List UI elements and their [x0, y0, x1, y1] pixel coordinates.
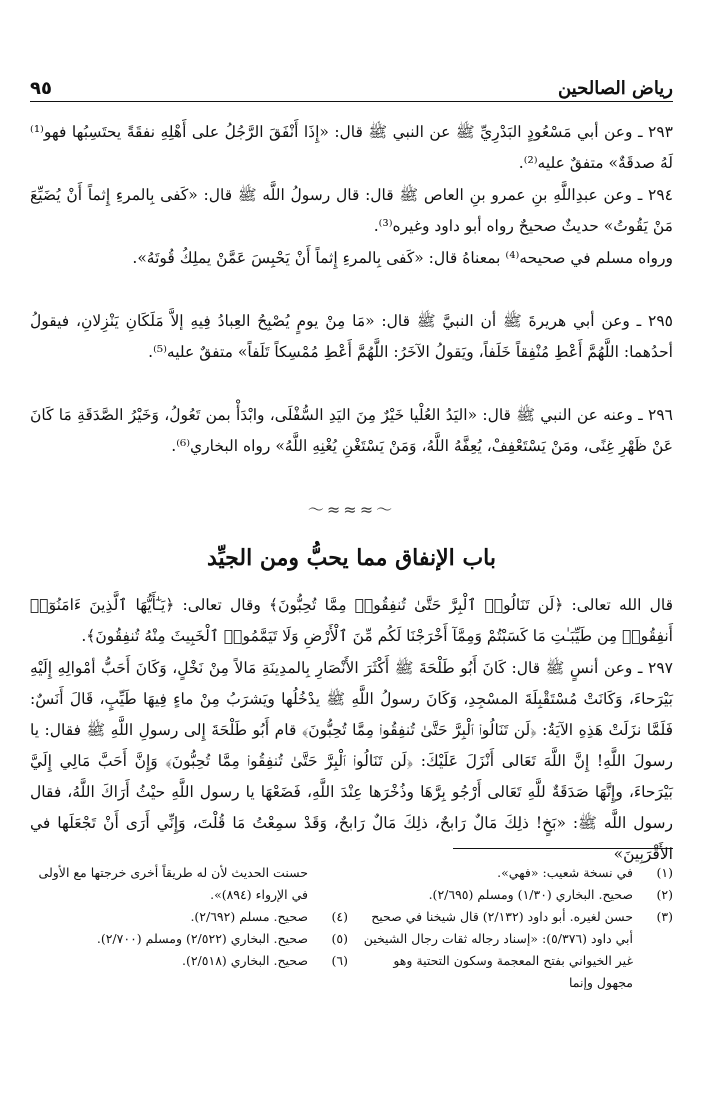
- footnote-number: (١): [656, 865, 673, 880]
- footnote: [30, 906, 348, 928]
- footnote-number: (٦): [331, 953, 348, 968]
- footnote-number: (٤): [331, 909, 348, 924]
- section-ornament: ～≈≈≈～: [307, 500, 396, 519]
- footnote-number: (٣): [656, 909, 673, 924]
- book-title: رياض الصالحين: [557, 78, 673, 99]
- paragraph-text: ٢٩٣ ـ وعن أبي مَسْعُودٍ البَدْرِيِّ ﷺ عن النبي ﷺ قال: «إِذَا أَنْفَقَ الرَّجُلُ على أَهْلِهِ نفقَةً يحتَسِبُها فهو⁽¹⁾ لَهُ صدقَةٌ» متفقٌ عليه⁽²⁾.: [30, 123, 673, 172]
- footnote: [355, 884, 673, 906]
- paragraph-text: ٢٩٧ ـ وعن أنسٍ ﷺ قال: كَانَ أَبُو طَلْحَةَ ﷺ أَكْثَرَ الأَنْصَارِ بِالمدِينَةِ مَالاً مِنْ نَخْلٍ، وَكَانَ أَحَبُّ أمْوالِهِ إِلَيْهِ بَيْرَحاءَ، وَكَانَتْ مُسْتَقْبِلَةَ المسْجِدِ، وَكَانَ رسولُ اللَّهِ ﷺ يدْخُلُها ويَشرَبُ مِنْ ماءٍ فِيهَا طَيِّبٍ، قَالَ أَنَسٌ: فَلَمَّا نزَلَتْ هَذِهِ الآيَةُ: ﴿لَن تَنَالُوا۟ ٱلْبِرَّ حَتَّىٰ تُنفِقُوا۟ مِمَّا تُحِبُّونَ﴾ قام أَبُو طَلْحَةَ إِلى رسولِ اللَّهِ ﷺ فقال: يا رسولَ اللَّهِ! إِنَّ اللَّهَ تَعَالى أَنْزَلَ عَلَيْكَ: ﴿لَن تَنَالُوا۟ ٱلْبِرَّ حَتَّىٰ تُنفِقُوا۟ مِمَّا تُحِبُّونَ﴾ وَإِنَّ أَحَبَّ مَالِي إِلَيَّ بَيْرَحاءَ، وإِنَّهَا صَدَقَةٌ للَّهِ تَعَالى أَرْجُو بِرَّهَا وذُخْرَها عِنْدَ اللَّهِ، فَضَعْهَا يا رسول اللَّهِ حيْثُ أَرَاكَ اللَّهُ، فقال رسول اللَّه ﷺ: «بَخٍ! ذلِكَ مَالٌ رَابحٌ، ذلِكَ مَالٌ رَابحٌ، وَقَدْ سمِعْتُ مَا قُلْتَ، وَإِنِّي أَرَى أَنْ تَجْعَلَها في الأَقْرَبِينَ»: [30, 659, 673, 863]
- footnote-rule: [453, 848, 673, 849]
- footnote-text: صحيح. البخاري (١/٣٠) ومسلم (٢/٦٩٥).: [428, 887, 633, 902]
- footnote: [355, 862, 673, 884]
- footnote-text: صحيح. البخاري (٢/٥١٨).: [181, 953, 308, 968]
- hadith-296: [30, 400, 673, 462]
- footnote-number: (٥): [331, 931, 348, 946]
- footnote-number: (٢): [656, 887, 673, 902]
- footnote: [355, 906, 673, 994]
- footnote-number: [308, 862, 348, 906]
- hadith-295: [30, 306, 673, 368]
- hadith-293: [30, 117, 673, 179]
- page-header: [30, 78, 673, 102]
- quran-verses: [30, 590, 673, 652]
- paragraph-text: ٢٩٤ ـ وعن عبدِاللَّهِ بنِ عمرو بنِ العاص ﷺ قال: قال رسولُ اللَّه ﷺ قال: «كَفى بِالمرءِ إِثماً أَنْ يُضَيِّعَ مَنْ يَقُوتُ» حديثٌ صحيحٌ رواه أبو داود وغيره⁽³⁾.: [30, 186, 673, 235]
- footnote-text: صحيح. البخاري (٢/٥٢٢) ومسلم (٢/٧٠٠).: [96, 931, 308, 946]
- paragraph-text: ٢٩٥ ـ وعن أبي هريرةَ ﷺ أن النبيَّ ﷺ قال: «مَا مِنْ يومٍ يُصْبِحُ العِبادُ فِيهِ إلاَّ مَلَكَانِ يَنْزِلانِ، فيقولُ أحدُهما: اللَّهُمَّ أَعْطِ مُنْفِقاً خَلَفاً، ويَقولُ الآخَرُ: اللَّهُمَّ أَعْطِ مُمْسِكاً تَلَفاً» متفقٌ عليه⁽⁵⁾.: [30, 312, 673, 361]
- hadith-294-muslim: [30, 243, 673, 274]
- paragraph-text: ٢٩٦ ـ وعنه عن النبي ﷺ قال: «اليَدُ العُلْيا خَيْرٌ مِنَ اليَدِ السُّفْلَى، وابْدَأْ بمن تَعُولُ، وَخَيْرُ الصَّدَقَةِ مَا كَانَ عَنْ ظَهْرِ غِنًى، ومَنْ يَسْتَعْفِفْ، يُعِفَّهُ اللَّهُ، وَمَنْ يَسْتَغْنِ يُغْنِهِ اللَّهُ» رواه البخاري⁽⁶⁾.: [30, 406, 673, 455]
- paragraph-text: قال الله تعالى: ﴿لَن تَنَالُوا۟ ٱلْبِرَّ حَتَّىٰ تُنفِقُوا۟ مِمَّا تُحِبُّونَ﴾ وقال تعالى: ﴿يَـٰٓأَيُّهَا ٱلَّذِينَ ءَامَنُوٓا۟ أَنفِقُوا۟ مِن طَيِّبَـٰتِ مَا كَسَبْتُمْ وَمِمَّآ أَخْرَجْنَا لَكُم مِّنَ ٱلْأَرْضِ وَلَا تَيَمَّمُوا۟ ٱلْخَبِيثَ مِنْهُ تُنفِقُونَ﴾.: [30, 596, 673, 645]
- section-title: باب الإنفاق مما يحبُّ ومن الجيِّد: [206, 545, 496, 571]
- hadith-294: [30, 180, 673, 242]
- footnote-text: صحيح. مسلم (٢/٦٩٢).: [190, 909, 308, 924]
- footnote-text: في نسخة شعيب: «فهي».: [497, 865, 633, 880]
- footnote-continuation: [30, 862, 348, 906]
- header-rule: [30, 101, 673, 102]
- hadith-297: [30, 653, 673, 870]
- footnotes-left-column: [30, 862, 348, 972]
- footnote-text: حسن لغيره. أبو داود (٢/١٣٢) قال شيخنا في صحيح أبي داود (٥/٣٧٦): «إسناد رجاله ثقات رجال الشيخين غير الخيواني بفتح المعجمة وسكون التحتية وهو مجهول وإنما: [363, 909, 633, 990]
- footnote-text: حسنت الحديث لأن له طريقاً أخرى خرجتها مع الأولى في الإرواء (٨٩٤)».: [38, 865, 308, 902]
- page-number: ٩٥: [30, 78, 52, 99]
- footnote: [30, 928, 348, 950]
- footnotes-right-column: [355, 862, 673, 994]
- paragraph-text: ورواه مسلم في صحيحه⁽⁴⁾ بمعناهُ قال: «كَفى بِالمرءِ إِثماً أَنْ يَحْبِسَ عَمَّنْ يملِكُ قُوتَهُ».: [132, 249, 673, 267]
- footnote: [30, 950, 348, 972]
